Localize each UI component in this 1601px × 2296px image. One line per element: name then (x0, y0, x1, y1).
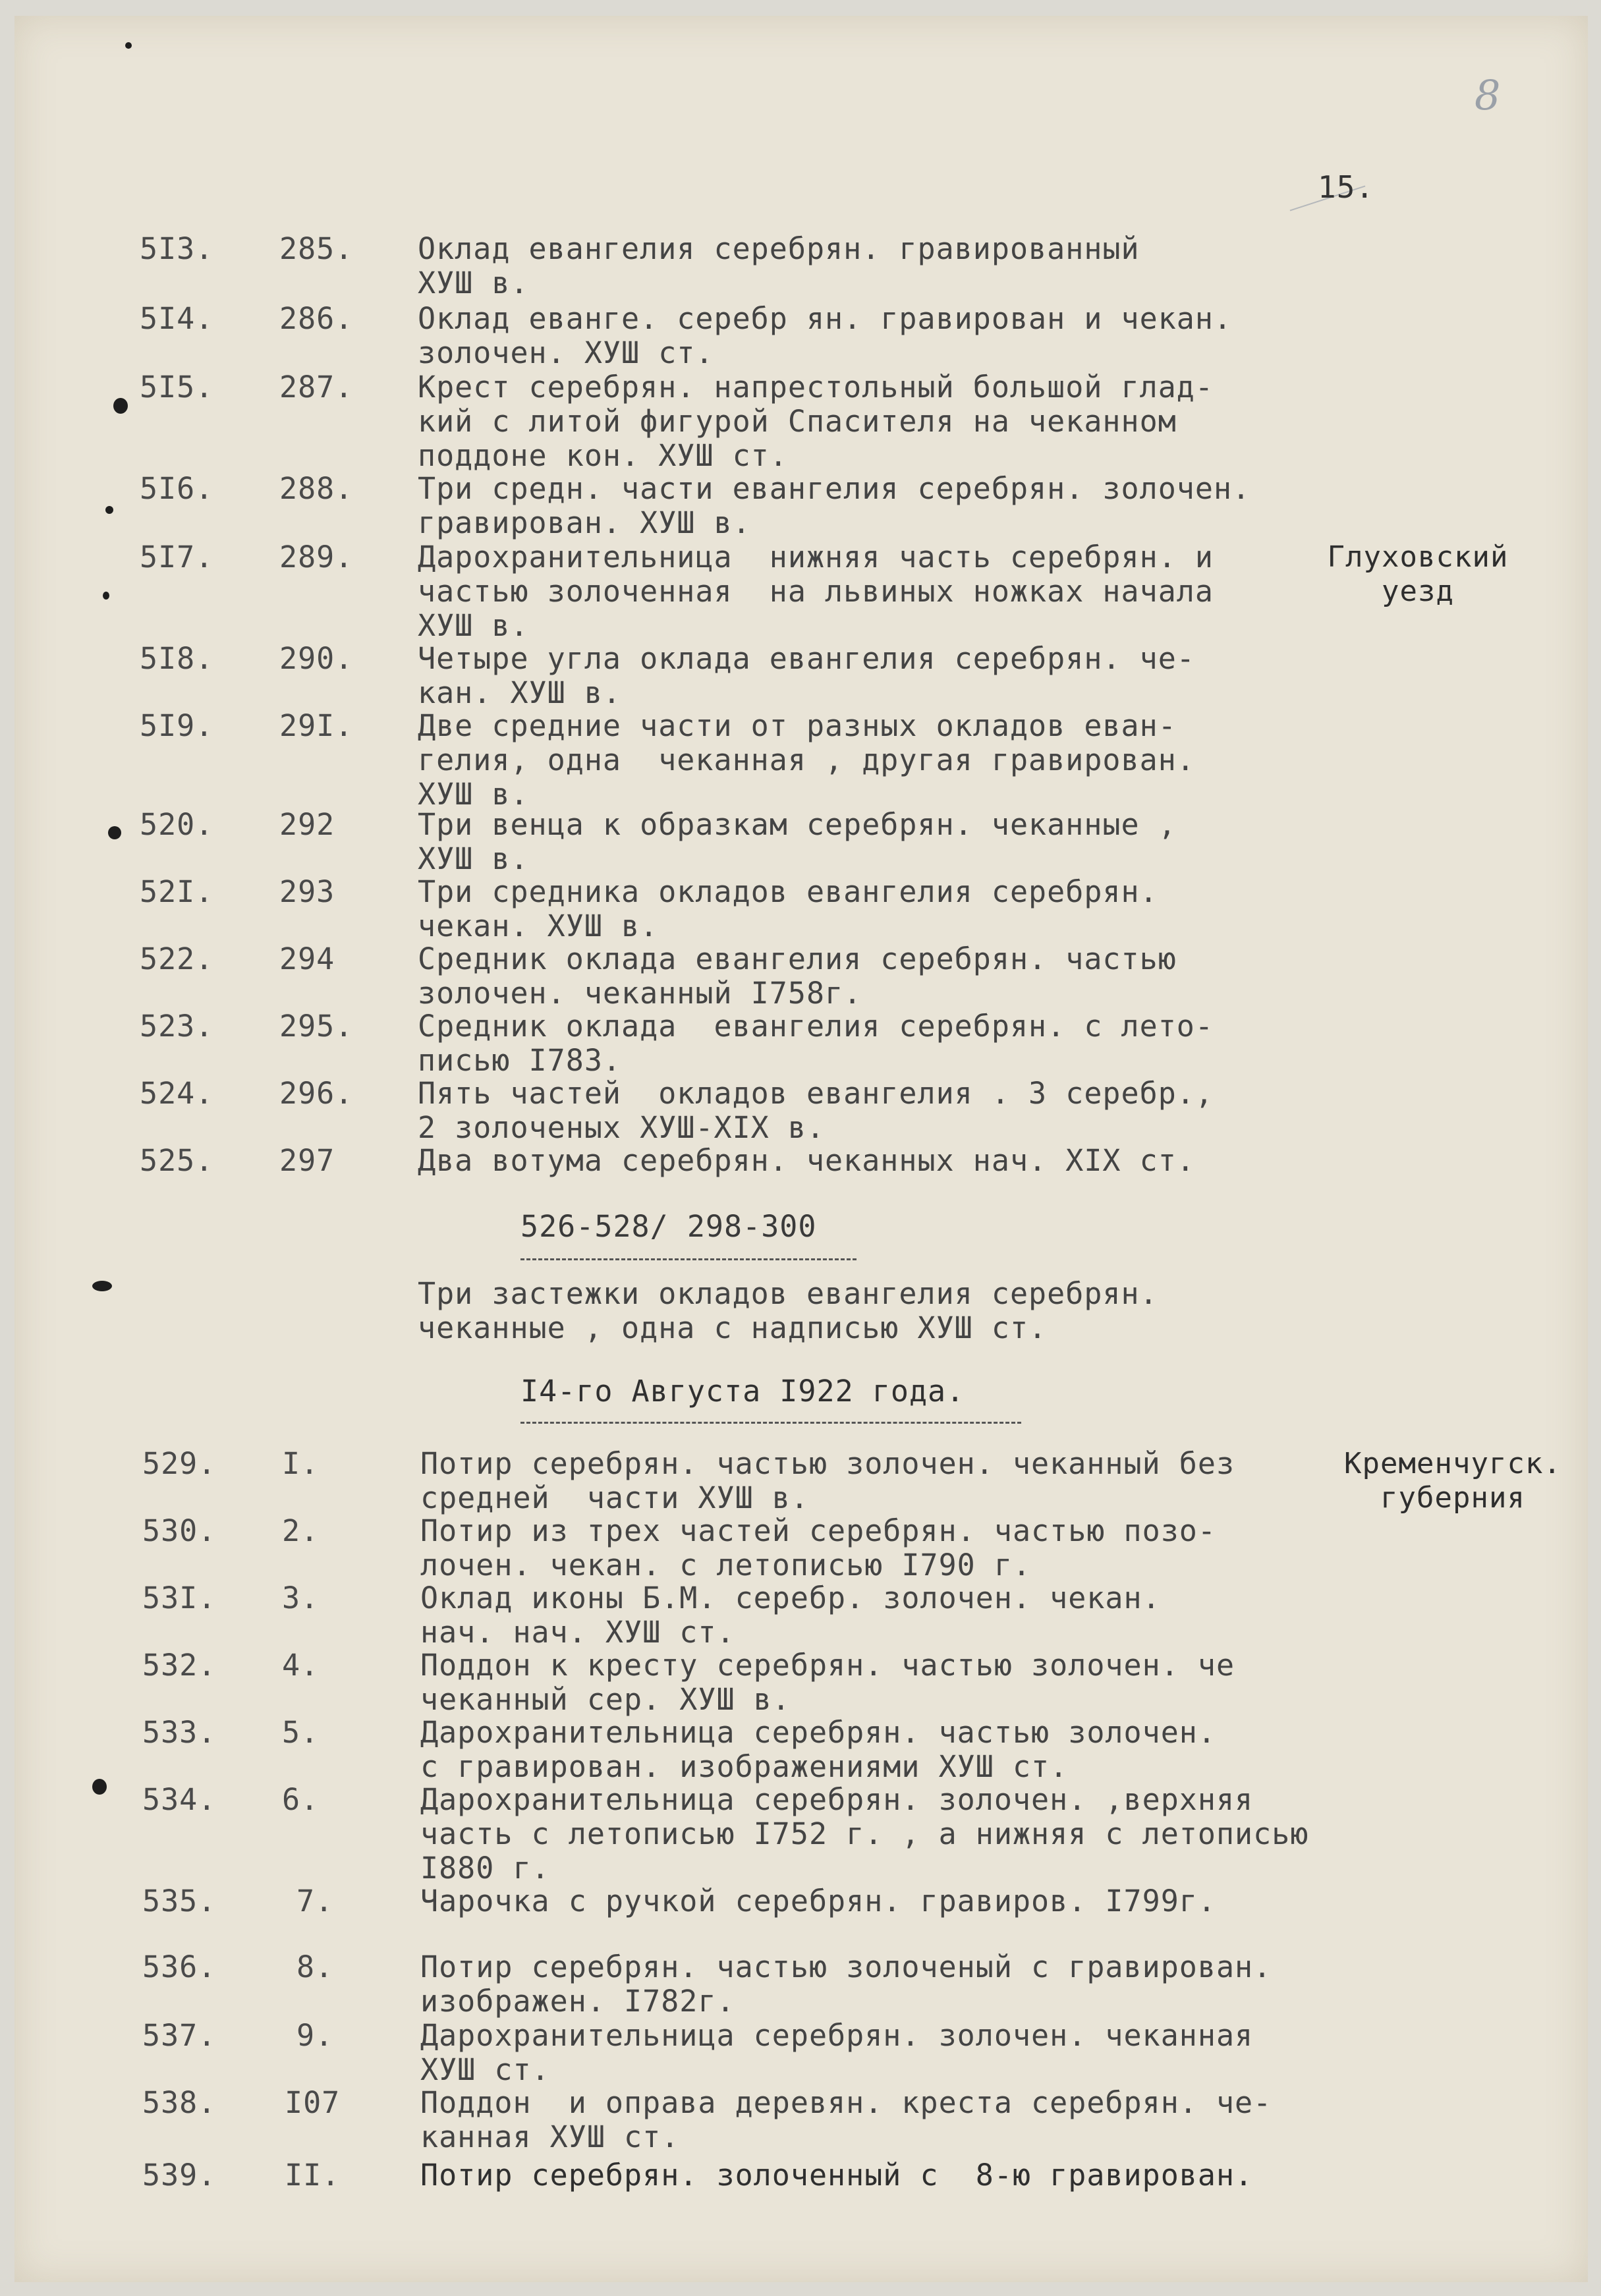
entry-line: поддоне кон. ХУШ ст. (418, 438, 788, 473)
entry-line: лочен. чекан. с летописью I790 г. (420, 1548, 1032, 1582)
entry-line: с гравирован. изображениями ХУШ ст. (420, 1749, 1069, 1784)
entry-line: Чарочка с ручкой серебрян. гравиров. I799г. (420, 1884, 1216, 1918)
entry-number: 539. (142, 2158, 217, 2193)
entry-number: 532. (142, 1648, 217, 1683)
entry-line: Потир серебрян. золоченный с 8-ю гравирован. (420, 2158, 1254, 2193)
entry-number: 529. (142, 1446, 217, 1481)
entry-line: ХУШ в. (418, 777, 529, 812)
entry-number: 523. (140, 1009, 214, 1044)
entry-line: Три средн. части евангелия серебрян. золочен. (418, 471, 1251, 506)
entry-line: Дарохранительница серебрян. частью золочен. (420, 1715, 1216, 1750)
entry-line: золочен. ХУШ ст. (418, 335, 714, 370)
entry-old-number: I. (282, 1446, 320, 1481)
entry-number: 524. (140, 1076, 214, 1111)
entry-line: Два вотума серебрян. чеканных нач. XIX ст. (418, 1143, 1195, 1178)
entry-line: частью золоченная на львиных ножках начала (418, 574, 1214, 609)
entry-old-number: 5. (282, 1715, 320, 1750)
entry-line: золочен. чеканный I758г. (418, 976, 862, 1011)
entry-old-number: 285. (279, 231, 354, 266)
entry-line: Дарохранительница нижняя часть серебрян. и (418, 540, 1214, 574)
entry-line: 2 золоченых ХУШ-XIX в. (418, 1110, 826, 1145)
entry-old-number: 296. (279, 1076, 354, 1111)
entry-number: 522. (140, 941, 214, 976)
region-name: Глуховский (1327, 540, 1509, 574)
entry-line: I880 г. (420, 1851, 550, 1886)
entry-old-number: 294 (279, 941, 335, 976)
entry-line: чекан. ХУШ в. (418, 909, 659, 943)
entry-old-number: 6. (282, 1782, 320, 1817)
group-header-underline (520, 1258, 857, 1260)
entry-line: канная ХУШ ст. (420, 2119, 680, 2154)
ink-spot (125, 42, 132, 49)
entry-line: Поддон к кресту серебрян. частью золочен. че (420, 1648, 1235, 1683)
entry-line: Оклад евангелия серебрян. гравированный (418, 231, 1140, 266)
entry-number: 525. (140, 1143, 214, 1178)
entry-number: 5I3. (140, 231, 214, 266)
entry-line: гравирован. ХУШ в. (418, 505, 751, 540)
entry-old-number: 288. (279, 471, 354, 506)
entry-line: ХУШ ст. (420, 2052, 550, 2087)
page-number: 15. (1318, 169, 1375, 205)
entry-line: Дарохранительница серебрян. золочен. ,верхняя (420, 1782, 1254, 1817)
entry-old-number: 2. (282, 1513, 320, 1548)
entry-number: 5I6. (140, 471, 214, 506)
entry-number: 533. (142, 1715, 217, 1750)
entry-old-number: 292 (279, 807, 335, 842)
entry-line: часть с летописью I752 г. , а нижняя с летописью (420, 1816, 1309, 1851)
entry-old-number: 286. (279, 301, 354, 336)
entry-line: Средник оклада евангелия серебрян. с лето- (418, 1009, 1214, 1044)
entry-line: кан. ХУШ в. (418, 675, 622, 710)
entry-old-number: 3. (282, 1581, 320, 1615)
entry-number: 5I4. (140, 301, 214, 336)
entry-old-number: I07 (285, 2085, 341, 2120)
entry-line: Средник оклада евангелия серебрян. частью (418, 941, 1177, 976)
entry-old-number: 297 (279, 1143, 335, 1178)
ink-spot (103, 592, 109, 600)
region-type: уезд (1382, 574, 1454, 608)
entry-number: 5I8. (140, 641, 214, 676)
entry-old-number: 7. (296, 1884, 334, 1918)
entry-number: 5I9. (140, 708, 214, 743)
entry-number: 53I. (142, 1581, 217, 1615)
entry-line: нач. нач. ХУШ ст. (420, 1615, 735, 1650)
entry-old-number: 289. (279, 540, 354, 574)
entry-line: Три средника окладов евангелия серебрян. (418, 874, 1158, 909)
entry-line: Потир серебрян. частью золочен. чеканный без (420, 1446, 1235, 1481)
entry-number: 520. (140, 807, 214, 842)
date-header-underline (520, 1422, 1021, 1424)
entry-line: гелия, одна чеканная , другая гравирован. (418, 742, 1195, 777)
group-line: чеканные , одна с надписью ХУШ ст. (418, 1310, 1048, 1345)
ink-spot (105, 506, 113, 514)
group-header: 526-528/ 298-300 (520, 1209, 817, 1244)
entry-number: 5I5. (140, 370, 214, 405)
region-type: губерния (1380, 1481, 1525, 1515)
entry-number: 52I. (140, 874, 214, 909)
ink-spot (92, 1281, 112, 1291)
group-line: Три застежки окладов евангелия серебрян. (418, 1276, 1158, 1311)
ink-spot (108, 826, 121, 839)
entry-line: ХУШ в. (418, 608, 529, 643)
ink-spot (92, 1779, 107, 1795)
entry-line: Потир серебрян. частью золоченый с гравирован. (420, 1949, 1272, 1984)
entry-old-number: 9. (296, 2018, 334, 2053)
entry-line: Три венца к образкам серебрян. чеканные , (418, 807, 1177, 842)
entry-old-number: 4. (282, 1648, 320, 1683)
entry-number: 535. (142, 1884, 217, 1918)
entry-line: Две средние части от разных окладов еван- (418, 708, 1177, 743)
entry-old-number: 29I. (279, 708, 354, 743)
entry-line: Пять частей окладов евангелия . 3 серебр., (418, 1076, 1214, 1111)
entry-number: 5I7. (140, 540, 214, 574)
entry-line: Дарохранительница серебрян. золочен. чеканная (420, 2018, 1254, 2053)
entry-line: ХУШ в. (418, 841, 529, 876)
entry-line: ХУШ в. (418, 266, 529, 300)
date-header: I4-го Августа I922 года. (520, 1374, 965, 1409)
entry-number: 534. (142, 1782, 217, 1817)
entry-line: кий с литой фигурой Спасителя на чеканном (418, 404, 1177, 439)
entry-line: писью I783. (418, 1043, 622, 1078)
entry-number: 530. (142, 1513, 217, 1548)
ink-spot (113, 398, 128, 414)
entry-number: 536. (142, 1949, 217, 1984)
entry-line: чеканный сер. ХУШ в. (420, 1682, 791, 1717)
entry-line: изображен. I782г. (420, 1984, 735, 2019)
entry-old-number: 295. (279, 1009, 354, 1044)
region-name: Кременчугск. (1344, 1447, 1561, 1480)
entry-line: средней части ХУШ в. (420, 1480, 809, 1515)
pencil-folio-number: 8 (1475, 71, 1501, 119)
entry-old-number: 287. (279, 370, 354, 405)
entry-line: Четыре угла оклада евангелия серебрян. че- (418, 641, 1195, 676)
entry-line: Крест серебрян. напрестольный большой глад- (418, 370, 1214, 405)
entry-line: Поддон и оправа деревян. креста серебрян. че- (420, 2085, 1272, 2120)
entry-number: 538. (142, 2085, 217, 2120)
entry-line: Оклад иконы Б.М. серебр. золочен. чекан. (420, 1581, 1161, 1615)
entry-line: Потир из трех частей серебрян. частью позо- (420, 1513, 1216, 1548)
entry-old-number: II. (285, 2158, 341, 2193)
entry-old-number: 293 (279, 874, 335, 909)
entry-old-number: 8. (296, 1949, 334, 1984)
entry-old-number: 290. (279, 641, 354, 676)
entry-number: 537. (142, 2018, 217, 2053)
entry-line: Оклад еванге. серебр ян. гравирован и чекан. (418, 301, 1233, 336)
